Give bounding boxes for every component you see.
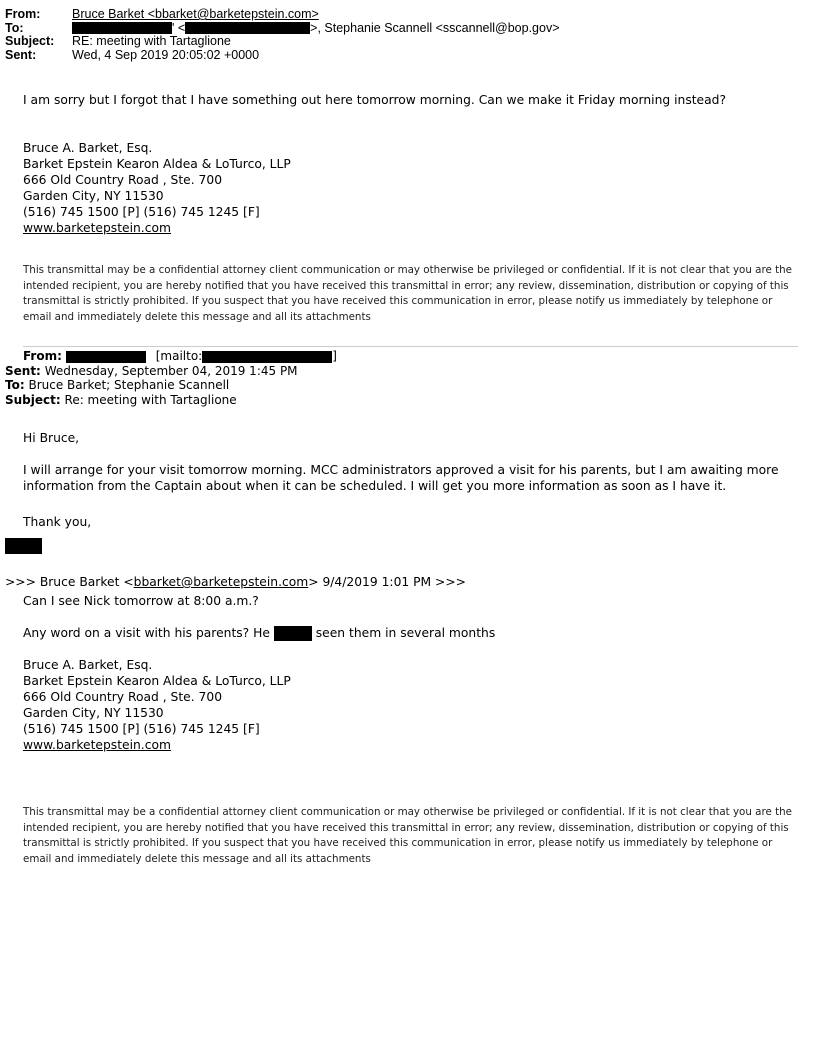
sig-address: 666 Old Country Road , Ste. 700 (23, 690, 223, 704)
subject-value: RE: meeting with Tartaglione (72, 34, 231, 48)
subject-value: Re: meeting with Tartaglione (64, 392, 237, 407)
sig-city: Garden City, NY 11530 (23, 189, 164, 203)
mailto: [mailto: (155, 349, 203, 363)
subject-label: Subject: (5, 392, 61, 407)
subject-label: Subject: (5, 34, 55, 48)
quote-header (5, 574, 466, 590)
quoted-header (5, 349, 337, 407)
signature (23, 657, 291, 753)
sig-city: Garden City, NY 11530 (23, 706, 164, 720)
quote-prefix: >>> Bruce Barket < (5, 575, 134, 589)
website-link[interactable]: www.barketepstein.com (23, 738, 171, 752)
bracket: ] (332, 349, 337, 363)
redaction (202, 351, 332, 363)
to-label: To: (5, 378, 25, 392)
redaction (5, 538, 42, 554)
sig-name: Bruce A. Barket, Esq. (23, 141, 153, 155)
redaction (72, 22, 172, 34)
text: Any word on a visit with his parents? He (23, 626, 270, 640)
body-line: information from the Captain about when it can be scheduled. I will get you more information as soon as I have it. (23, 479, 727, 493)
to-label: To: (5, 20, 24, 35)
sent-label: Sent: (5, 47, 37, 62)
redaction (66, 351, 146, 363)
to-sep: ' < (172, 20, 186, 35)
message-body (23, 462, 779, 494)
to-value: Bruce Barket; Stephanie Scannell (28, 378, 230, 392)
to-value: >, Stephanie Scannell <sscannell@bop.gov> (310, 20, 560, 35)
from-value: Bruce Barket <bbarket@barketepstein.com> (72, 7, 319, 21)
signature (23, 140, 291, 236)
sig-name: Bruce A. Barket, Esq. (23, 658, 153, 672)
body-line (23, 625, 495, 641)
quote-suffix: > 9/4/2019 1:01 PM >>> (308, 575, 466, 589)
email-header (5, 8, 560, 62)
divider (23, 346, 798, 347)
sent-value: Wed, 4 Sep 2019 20:05:02 +0000 (72, 47, 260, 62)
sent-label: Sent: (5, 363, 41, 378)
redaction (274, 626, 312, 641)
redaction (185, 22, 310, 34)
sig-firm: Barket Epstein Kearon Aldea & LoTurco, LLP (23, 157, 291, 171)
body-line: I will arrange for your visit tomorrow morning. MCC administrators approved a visit for his parents, but I am awaiting more (23, 463, 779, 477)
website-link[interactable]: www.barketepstein.com (23, 221, 171, 235)
sig-firm: Barket Epstein Kearon Aldea & LoTurco, LLP (23, 674, 291, 688)
disclaimer: This transmittal may be a confidential attorney client communication or may otherwise be privileged or confidential. If it is not clear that you are the intended recipient, you are hereby notified that you have received this transmittal in error; any review, dissemination, distribution or copying of this transmittal is strictly prohibited. If you suspect that you have received this communication in error, please notify us immediately by telephone or email and immediately delete this message and all its attachments (23, 264, 792, 323)
sent-value: Wednesday, September 04, 2019 1:45 PM (44, 363, 298, 378)
sig-phone: (516) 745 1500 [P] (516) 745 1245 [F] (23, 722, 260, 736)
from-label: From: (5, 7, 41, 21)
from-label: From: (23, 349, 62, 363)
sig-address: 666 Old Country Road , Ste. 700 (23, 173, 223, 187)
text: seen them in several months (311, 626, 496, 640)
body-line: Can I see Nick tomorrow at 8:00 a.m.? (23, 594, 259, 608)
message-body: I am sorry but I forgot that I have something out here tomorrow morning. Can we make it Friday morning instead? (23, 93, 726, 107)
disclaimer: This transmittal may be a confidential attorney client communication or may otherwise be privileged or confidential. If it is not clear that you are the intended recipient, you are hereby notified that you have received this transmittal in error; any review, dissemination, distribution or copying of this transmittal is strictly prohibited. If you suspect that you have received this communication in error, please notify us immediately by telephone or email and immediately delete this message and all its attachments (23, 806, 792, 865)
greeting: Hi Bruce, (23, 431, 80, 445)
email-link[interactable]: bbarket@barketepstein.com (133, 575, 309, 589)
closing: Thank you, (23, 515, 92, 529)
sig-phone: (516) 745 1500 [P] (516) 745 1245 [F] (23, 205, 260, 219)
